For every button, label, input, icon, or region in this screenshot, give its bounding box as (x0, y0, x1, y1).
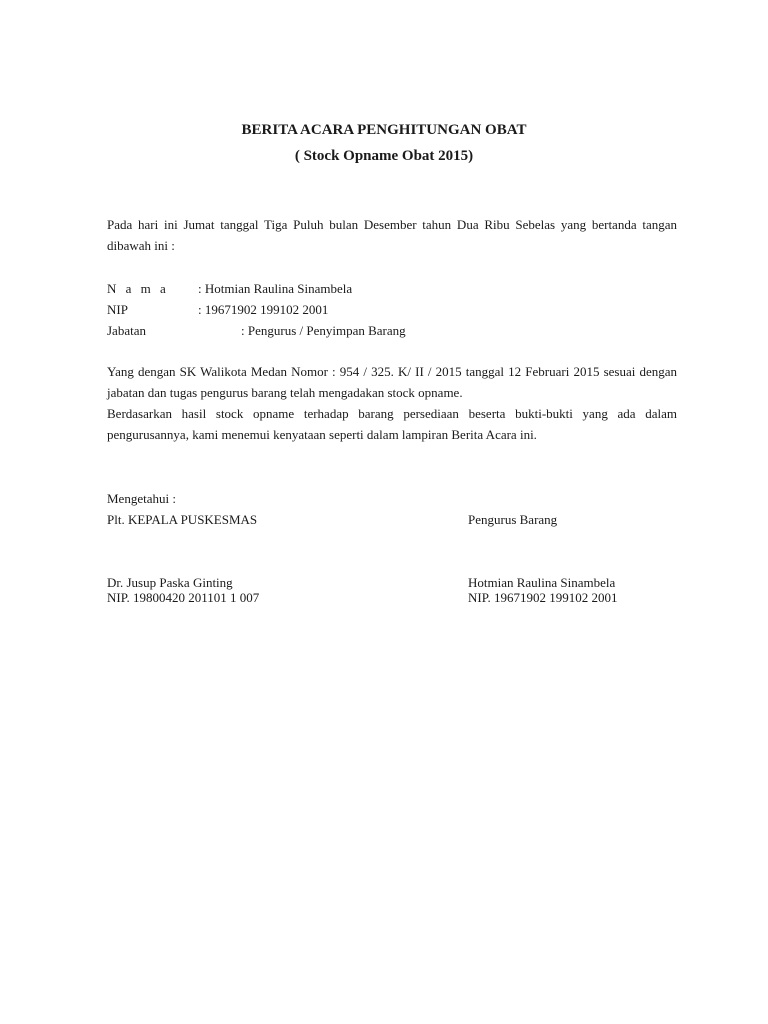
identity-position-row (107, 320, 406, 341)
left-signer-name: Dr. Jusup Paska Ginting (107, 575, 233, 590)
right-signer-nip: NIP. 19671902 199102 2001 (468, 590, 618, 605)
nip-label: NIP (107, 302, 128, 317)
identity-nip-row (107, 299, 328, 320)
position-label: Jabatan (107, 323, 146, 338)
right-signer-name: Hotmian Raulina Sinambela (468, 575, 616, 590)
document-title: BERITA ACARA PENGHITUNGAN OBAT (241, 122, 527, 138)
document-subtitle: ( Stock Opname Obat 2015) (294, 148, 474, 164)
opening-paragraph: Pada hari ini Jumat tanggal Tiga Puluh bulan Desember tahun Dua Ribu Sebelas yang bertanda tangan dibawah ini : (107, 217, 677, 253)
decree-section (107, 361, 677, 445)
nip-value: : 19671902 199102 2001 (198, 302, 329, 317)
left-signer-role: Plt. KEPALA PUSKESMAS (107, 512, 258, 527)
left-signer-nip: NIP. 19800420 201101 1 007 (107, 590, 260, 605)
result-paragraph: Berdasarkan hasil stock opname terhadap barang persediaan beserta bukti-bukti yang ada dalam pengurusannya, kami menemui kenyataan seperti dalam lampiran Berita Acara ini. (107, 406, 677, 442)
right-signer-role: Pengurus Barang (468, 512, 558, 527)
position-value: : Pengurus / Penyimpan Barang (241, 323, 406, 338)
name-value: : Hotmian Raulina Sinambela (198, 281, 353, 296)
identity-name-row (107, 278, 352, 299)
decree-paragraph: Yang dengan SK Walikota Medan Nomor : 954 / 325. K/ II / 2015 tanggal 12 Februari 2015 sesuai dengan jabatan dan tugas pengurus barang telah mengadakan stock opname. (107, 364, 677, 400)
name-label: N a m a (107, 281, 169, 296)
acknowledged-label: Mengetahui : (107, 491, 176, 506)
